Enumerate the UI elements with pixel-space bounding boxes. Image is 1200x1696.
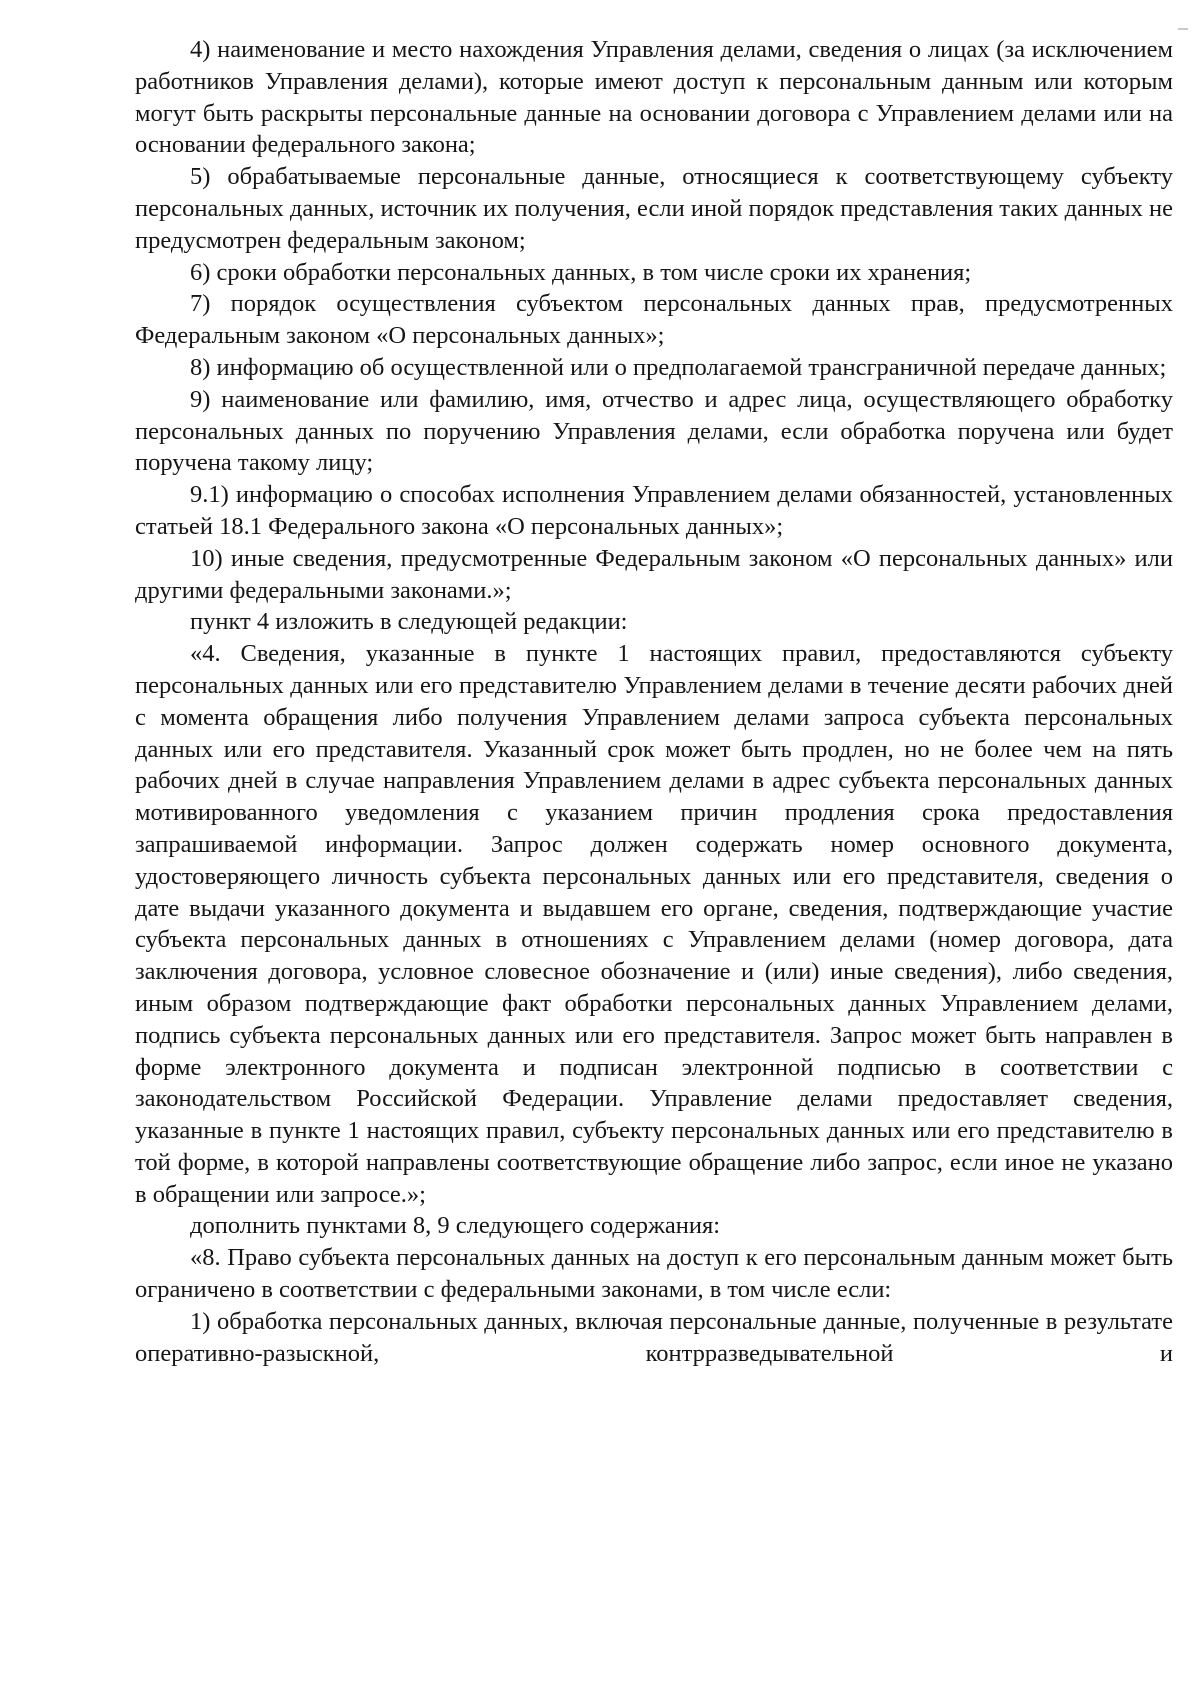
document-body bbox=[135, 34, 1173, 1369]
paragraph-amendment-instruction-8-9: дополнить пунктами 8, 9 следующего содержания: bbox=[190, 1212, 721, 1240]
paragraph-item-9-1: 9.1) информацию о способах исполнения Управлением делами обязанностей, установленных статьей 18.1 Федерального закона «О персональных данных»; bbox=[135, 481, 1173, 540]
paragraph-clause-8-item-1: 1) обработка персональных данных, включая персональные данные, полученные в результате оперативно-разыскной, контрразведывательной и bbox=[135, 1307, 1173, 1367]
paragraph-item-5: 5) обрабатываемые персональные данные, относящиеся к соответствующему субъекту персональных данных, источник их получения, если иной порядок представления таких данных не предусмотрен федеральным законом; bbox=[135, 163, 1173, 254]
paragraph-item-9: 9) наименование или фамилию, имя, отчество и адрес лица, осуществляющего обработку персональных данных по поручению Управления делами, если обработка поручена или будет поручена такому лицу; bbox=[135, 385, 1173, 477]
paragraph-clause-8: «8. Право субъекта персональных данных на доступ к его персональным данным может быть ограничено в соответствии с федеральными законами, в том числе если: bbox=[135, 1244, 1173, 1304]
paragraph-item-8: 8) информацию об осуществленной или о предполагаемой трансграничной передаче данных; bbox=[190, 353, 1167, 381]
paragraph-clause-4: «4. Сведения, указанные в пункте 1 настоящих правил, предоставляются субъекту персональных данных или его представителю Управлением делами в течение десяти рабочих дней с момента обращения либо получения Управлением делами запроса субъекта персональных данных или его представителя. Указанный срок может быть продлен, но не более чем на пять рабочих дней в случае направления Управлением делами в адрес субъекта персональных данных мотивированного уведомления с указанием причин продления срока предоставления запрашиваемой информации. Запрос должен содержать номер основного документа, удостоверяющего личность субъекта персональных данных или его представителя, сведения о дате выдачи указанного документа и выдавшем его органе, сведения, подтверждающие участие субъекта персональных данных в отношениях с Управлением делами (номер договора, дата заключения договора, условное словесное обозначение и (или) иные сведения), либо сведения, иным образом подтверждающие факт обработки персональных данных Управлением делами, подпись субъекта персональных данных или его представителя. Запрос может быть направлен в форме электронного документа и подписан электронной подписью в соответствии с законодательством Российской Федерации. Управление делами предоставляет сведения, указанные в пункте 1 настоящих правил, субъекту персональных данных или его представителю в той форме, в которой направлены соответствующие обращение либо запрос, если иное не указано в обращении или запросе.»; bbox=[135, 640, 1173, 1208]
paragraph-amendment-instruction-4: пункт 4 изложить в следующей редакции: bbox=[190, 608, 628, 636]
paragraph-item-7: 7) порядок осуществления субъектом персональных данных прав, предусмотренных Федеральным законом «О персональных данных»; bbox=[135, 290, 1173, 350]
paragraph-item-4: 4) наименование и место нахождения Управления делами, сведения о лицах (за исключением работников Управления делами), которые имеют доступ к персональным данным или которым могут быть раскрыты персональные данные на основании договора с Управлением делами или на основании федерального закона; bbox=[135, 36, 1173, 159]
paragraph-item-6: 6) сроки обработки персональных данных, в том числе сроки их хранения; bbox=[190, 258, 972, 286]
paragraph-item-10: 10) иные сведения, предусмотренные Федеральным законом «О персональных данных» или другими федеральными законами.»; bbox=[135, 544, 1173, 604]
scan-mark bbox=[1178, 28, 1188, 30]
